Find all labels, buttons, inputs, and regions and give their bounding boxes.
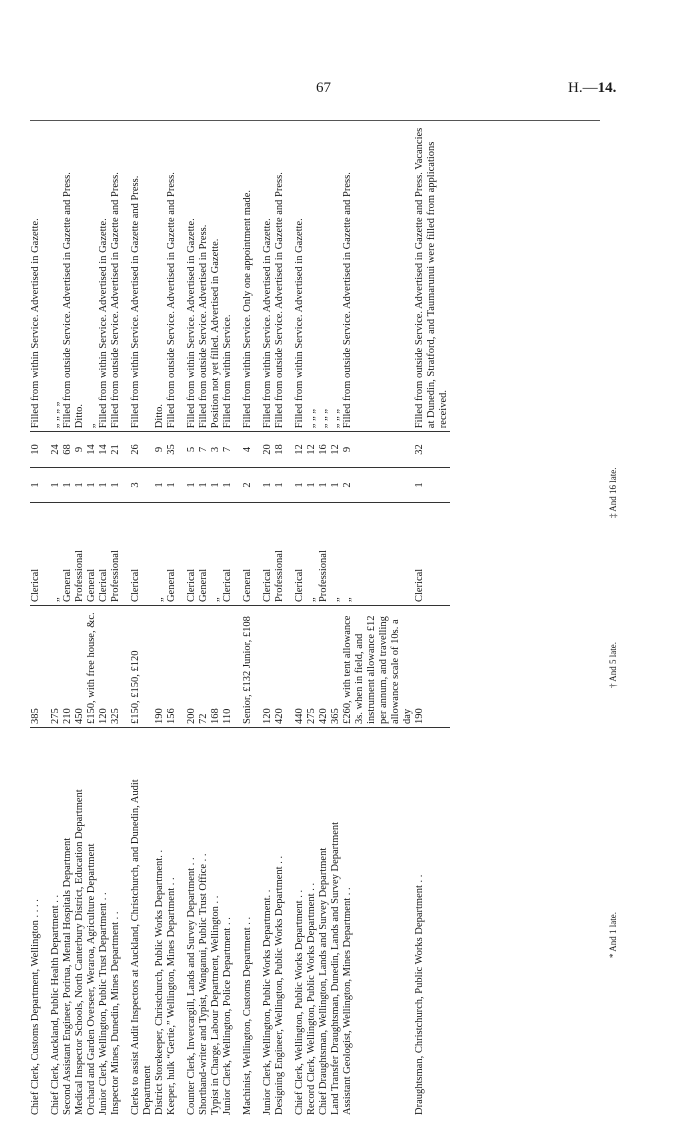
remarks-cell: Filled from within Service. Advertised in Gazette. [186, 218, 197, 429]
vacancies-cell: 2 [342, 467, 414, 503]
remarks-cell: „ „ „ [318, 408, 329, 429]
vacancies-cell: 1 [198, 467, 210, 503]
spacer-cell [234, 432, 242, 468]
spacer-cell [42, 606, 50, 728]
applications-cell: 5 [186, 432, 198, 468]
applications-cell: 4 [242, 432, 254, 468]
salary-cell: 210 [62, 606, 74, 728]
spacer-cell [42, 728, 50, 1118]
spacer-cell [122, 503, 130, 606]
spacer-cell [178, 606, 186, 728]
position-cell: Typist in Charge, Labour Department, Wellington . . [210, 728, 222, 1118]
table-row [318, 118, 330, 1118]
table-row [210, 118, 222, 1118]
table-row [110, 118, 122, 1118]
salary-cell: 440 [294, 606, 306, 728]
spacer-cell [254, 467, 262, 503]
division-cell: General [166, 503, 178, 606]
document-code-number: 14. [597, 80, 617, 96]
remarks-cell: Filled from within Service. Advertised in Gazette. [98, 218, 109, 429]
table-row [86, 118, 98, 1118]
position-cell: Chief Clerk, Auckland, Public Health Department . . [50, 728, 62, 1118]
applications-cell: 3 [210, 432, 222, 468]
vacancies-cell: 1 [330, 467, 342, 503]
spacer-cell [42, 118, 50, 432]
applications-cell: 12 [294, 432, 306, 468]
spacer-cell [254, 432, 262, 468]
position-cell: Junior Clerk, Wellington, Public Works Department. . [262, 728, 274, 1118]
applications-cell: 68 [62, 432, 74, 468]
appointments-table [30, 118, 450, 1118]
salary-cell: 200 [186, 606, 198, 728]
salary-cell: 156 [166, 606, 178, 728]
salary-cell: 420 [274, 606, 286, 728]
remarks-cell: Filled from outside Service. Advertised in Press. [198, 224, 209, 429]
spacer-cell [254, 728, 262, 1118]
position-cell: Land Transfer Draughtsman, Dunedin, Lands and Survey Department [330, 728, 342, 1118]
position-cell: Junior Clerk, Wellington, Public Trust Department . . [98, 728, 110, 1118]
spacer-cell [122, 432, 130, 468]
position-cell: Chief Clerk, Customs Department, Wellington . . . . [30, 728, 42, 1118]
remarks-cell: Ditto. [154, 403, 165, 429]
position-cell: Second Assistant Engineer, Porirua, Mental Hospitals Department [62, 728, 74, 1118]
remarks-cell: Filled from outside Service. Advertised in Gazette and Press. [274, 172, 285, 429]
vacancies-cell: 1 [306, 467, 318, 503]
table-row [222, 118, 234, 1118]
vacancies-cell: 1 [62, 467, 74, 503]
division-cell: Clerical [30, 503, 42, 606]
salary-cell: 275 [50, 606, 62, 728]
division-cell: „ [154, 503, 166, 606]
vacancies-cell: 1 [222, 467, 234, 503]
spacer-cell [234, 118, 242, 432]
spacer-cell [234, 606, 242, 728]
row-spacer [254, 118, 262, 1118]
salary-cell: 110 [222, 606, 234, 728]
table-row [198, 118, 210, 1118]
vacancies-cell: 1 [274, 467, 286, 503]
division-cell: General [242, 503, 254, 606]
applications-cell: 7 [222, 432, 234, 468]
division-cell: „ [210, 503, 222, 606]
division-cell: „ [50, 503, 62, 606]
vacancies-cell: 1 [186, 467, 198, 503]
table-row [30, 118, 42, 1118]
position-cell: Orchard and Garden Overseer, Weraroa, Agriculture Department [86, 728, 98, 1118]
table-row [154, 118, 166, 1118]
position-cell: Keeper, hulk “Gertie,” Wellington, Mines Department . . [166, 728, 178, 1118]
applications-cell: 18 [274, 432, 286, 468]
spacer-cell [234, 503, 242, 606]
table-row [130, 118, 154, 1118]
vacancies-cell: 2 [242, 467, 254, 503]
remarks-cell: „ [86, 423, 97, 429]
salary-cell: 450 [74, 606, 86, 728]
vacancies-cell: 1 [50, 467, 62, 503]
salary-cell: 365 [330, 606, 342, 728]
applications-cell: 21 [110, 432, 122, 468]
spacer-cell [178, 503, 186, 606]
salary-cell: 275 [306, 606, 318, 728]
vacancies-cell: 1 [414, 467, 450, 503]
position-cell: Medical Inspector Schools, North Canterbury District, Education Department [74, 728, 86, 1118]
table-row [274, 118, 286, 1118]
salary-cell: 190 [154, 606, 166, 728]
remarks-cell: „ „ „ [306, 408, 317, 429]
document-code-prefix: H.— [568, 80, 598, 96]
page-number: 67 [316, 80, 331, 96]
division-cell: Clerical [414, 503, 450, 606]
division-cell: Professional [318, 503, 330, 606]
vacancies-cell: 1 [294, 467, 306, 503]
division-cell: Clerical [294, 503, 306, 606]
remarks-cell: Filled from within Service. Advertised in Gazette. [294, 218, 305, 429]
salary-cell: 385 [30, 606, 42, 728]
position-cell: Shorthand-writer and Typist, Wanganui, Public Trust Office . . [198, 728, 210, 1118]
division-cell: General [198, 503, 210, 606]
spacer-cell [286, 503, 294, 606]
vacancies-cell: 1 [86, 467, 98, 503]
spacer-cell [122, 728, 130, 1118]
division-cell: Clerical [98, 503, 110, 606]
remarks-cell: Filled from within Service. Advertised in Gazette. [30, 218, 41, 429]
spacer-cell [286, 606, 294, 728]
division-cell: Professional [74, 503, 86, 606]
vacancies-cell: 1 [210, 467, 222, 503]
spacer-cell [234, 728, 242, 1118]
vacancies-cell: 1 [262, 467, 274, 503]
remarks-cell: „ „ „ „ [50, 401, 61, 429]
division-cell: Clerical [262, 503, 274, 606]
spacer-cell [178, 432, 186, 468]
position-cell: Assistant Geologist, Wellington, Mines Department . . [342, 728, 414, 1118]
table-row [330, 118, 342, 1118]
remarks-cell: Filled from outside Service. Advertised in Gazette and Press. [166, 172, 177, 429]
applications-cell: 10 [30, 432, 42, 468]
salary-cell: 420 [318, 606, 330, 728]
footnote-3: ‡ And 16 late. [608, 467, 618, 518]
division-cell: Clerical [130, 503, 154, 606]
vacancies-cell: 1 [318, 467, 330, 503]
salary-cell: £260, with tent allowance 3s. when in field, and instrument allowance £12 per annum, and travelling allowance scale of 10s. a day [342, 606, 414, 728]
position-cell: Inspector Mines, Dunedin, Mines Department . . [110, 728, 122, 1118]
spacer-cell [254, 503, 262, 606]
applications-cell: 14 [86, 432, 98, 468]
salary-cell: Senior, £132 Junior, £108 [242, 606, 254, 728]
applications-cell: 9 [342, 432, 414, 468]
spacer-cell [42, 432, 50, 468]
vacancies-cell: 1 [110, 467, 122, 503]
position-cell: Clerks to assist Audit Inspectors at Auckland, Christchurch, and Dunedin, Audit Department [130, 728, 154, 1118]
position-cell: District Storekeeper, Christchurch, Public Works Department. . [154, 728, 166, 1118]
division-cell: „ [306, 503, 318, 606]
spacer-cell [122, 606, 130, 728]
spacer-cell [42, 467, 50, 503]
salary-cell: 190 [414, 606, 450, 728]
spacer-cell [234, 467, 242, 503]
remarks-cell: Filled from outside Service. Advertised in Gazette and Press. [110, 172, 121, 429]
table-row [50, 118, 62, 1118]
rotated-table-container [30, 118, 618, 1118]
row-spacer [42, 118, 50, 1118]
applications-cell: 20 [262, 432, 274, 468]
spacer-cell [122, 467, 130, 503]
row-spacer [234, 118, 242, 1118]
vacancies-cell: 1 [154, 467, 166, 503]
table-row [166, 118, 178, 1118]
remarks-cell: Position not yet filled. Advertised in Gazette. [210, 238, 221, 429]
division-cell: General [86, 503, 98, 606]
vacancies-cell: 3 [130, 467, 154, 503]
position-cell: Draughtsman, Christchurch, Public Works Department . . [414, 728, 450, 1118]
remarks-cell: Filled from within Service. Advertised in Gazette. [262, 218, 273, 429]
division-cell: „ [342, 503, 414, 606]
table-row [342, 118, 414, 1118]
row-spacer [122, 118, 130, 1118]
table-row [62, 118, 74, 1118]
position-cell: Counter Clerk, Invercargill, Lands and Survey Department . . [186, 728, 198, 1118]
position-cell: Junior Clerk, Wellington, Police Department . . [222, 728, 234, 1118]
spacer-cell [42, 503, 50, 606]
position-cell: Machinist, Wellington, Customs Department . . [242, 728, 254, 1118]
spacer-cell [178, 728, 186, 1118]
position-cell: Designing Engineer, Wellington, Public Works Department . . [274, 728, 286, 1118]
position-cell: Chief Draughtsman, Wellington, Lands and Survey Department [318, 728, 330, 1118]
applications-cell: 12 [306, 432, 318, 468]
table-row [262, 118, 274, 1118]
applications-cell: 9 [74, 432, 86, 468]
remarks-cell: Filled from within Service. [222, 314, 233, 429]
document-code [568, 80, 616, 97]
vacancies-cell: 1 [30, 467, 42, 503]
position-cell: Record Clerk, Wellington, Public Works Department . . [306, 728, 318, 1118]
division-cell: Professional [274, 503, 286, 606]
vacancies-cell: 1 [98, 467, 110, 503]
spacer-cell [286, 118, 294, 432]
applications-cell: 26 [130, 432, 154, 468]
salary-cell: 168 [210, 606, 222, 728]
salary-cell: £150, with free house, &c. [86, 606, 98, 728]
remarks-cell: Filled from outside Service. Advertised in Gazette and Press. [342, 172, 353, 429]
table-row [186, 118, 198, 1118]
division-cell: Professional [110, 503, 122, 606]
applications-cell: 35 [166, 432, 178, 468]
remarks-cell: „ „ „ [330, 408, 341, 429]
division-cell: Clerical [186, 503, 198, 606]
footnote-2: † And 5 late. [608, 642, 618, 688]
division-cell: Clerical [222, 503, 234, 606]
remarks-cell: Ditto. [74, 403, 85, 429]
applications-cell: 14 [98, 432, 110, 468]
spacer-cell [178, 118, 186, 432]
remarks-cell: Filled from within Service. Only one appointment made. [242, 189, 253, 429]
remarks-cell: Filled from outside Service. Advertised in Gazette and Press. [62, 172, 73, 429]
row-spacer [286, 118, 294, 1118]
spacer-cell [286, 467, 294, 503]
applications-cell: 16 [318, 432, 330, 468]
position-cell: Chief Clerk, Wellington, Public Works Department . . [294, 728, 306, 1118]
table-row [98, 118, 110, 1118]
applications-cell: 7 [198, 432, 210, 468]
salary-cell: 120 [262, 606, 274, 728]
vacancies-cell: 1 [74, 467, 86, 503]
table-row [74, 118, 86, 1118]
table-row [306, 118, 318, 1118]
row-spacer [178, 118, 186, 1118]
spacer-cell [178, 467, 186, 503]
remarks-cell: Filled from within Service. Advertised in Gazette and Press. [130, 175, 141, 429]
salary-cell: 325 [110, 606, 122, 728]
applications-cell: 12 [330, 432, 342, 468]
spacer-cell [254, 606, 262, 728]
spacer-cell [254, 118, 262, 432]
salary-cell: 72 [198, 606, 210, 728]
table-row [242, 118, 254, 1118]
salary-cell: 120 [98, 606, 110, 728]
division-cell: „ [330, 503, 342, 606]
spacer-cell [122, 118, 130, 432]
table-row [294, 118, 306, 1118]
vacancies-cell: 1 [166, 467, 178, 503]
spacer-cell [286, 432, 294, 468]
footnote-1: * And 1 late. [608, 912, 618, 958]
spacer-cell [286, 728, 294, 1118]
remarks-cell: Filled from outside Service. Advertised in Gazette and Press. Vacancies at Dunedin, Stratford, and Taumarunui were filled from applications received. [414, 127, 449, 429]
salary-cell: £150, £150, £120 [130, 606, 154, 728]
applications-cell: 9 [154, 432, 166, 468]
table-row [414, 118, 450, 1118]
applications-cell: 32 [414, 432, 450, 468]
applications-cell: 24 [50, 432, 62, 468]
division-cell: General [62, 503, 74, 606]
